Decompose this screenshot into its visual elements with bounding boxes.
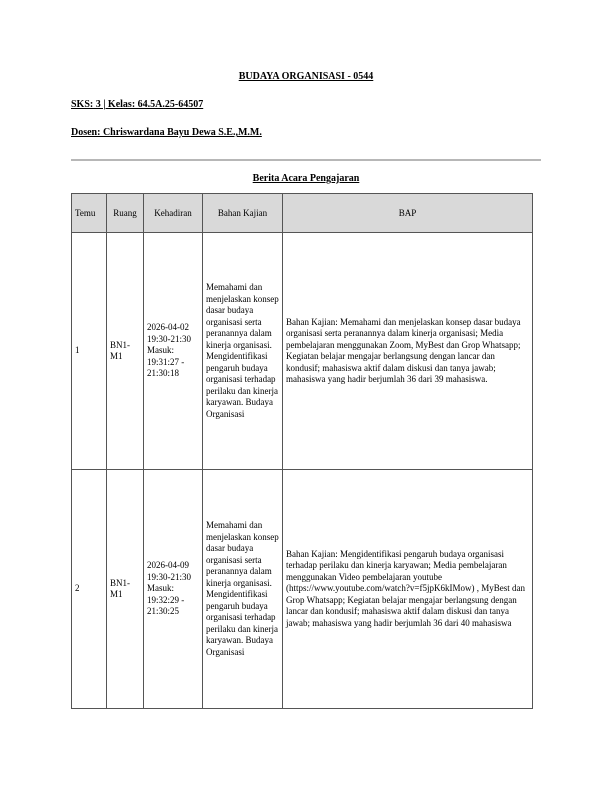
cell-bap: Bahan Kajian: Mengidentifikasi pengaruh budaya organisasi terhadap perilaku dan kinerja karyawan; Media pembelajaran menggunakan Video pembelajaran youtube (https://www.youtube.com/watch?v=f5jpK6kIMow) , MyBest dan Grop Whatsapp; Kegiatan belajar mengajar berlangsung dengan lancar dan kondusif; mahasiswa aktif dalam diskusi dan tanya jawab; mahasiswa yang hadir berjumlah 36 dari 40 mahasiswa <box>283 470 533 709</box>
cell-temu: 1 <box>72 233 107 470</box>
header-kehadiran: Kehadiran <box>144 194 203 233</box>
cell-bap: Bahan Kajian: Memahami dan menjelaskan konsep dasar budaya organisasi serta peranannya dalam kinerja organisasi; Media pembelajaran menggunakan Zoom, MyBest dan Grop Whatsapp; Kegiatan belajar mengajar berlangsung dengan lancar dan kondusif; mahasiswa aktif dalam diskusi dan tanya jawab; mahasiswa yang hadir berjumlah 36 dari 39 mahasiswa. <box>283 233 533 470</box>
header-ruang: Ruang <box>107 194 144 233</box>
cell-ruang: BN1-M1 <box>107 470 144 709</box>
header-bap: BAP <box>283 194 533 233</box>
header-temu: Temu <box>72 194 107 233</box>
section-title: Berita Acara Pengajaran <box>252 173 360 184</box>
divider <box>71 159 541 161</box>
course-title: BUDAYA ORGANISASI - 0544 <box>238 71 374 82</box>
table-row <box>72 470 533 709</box>
cell-temu: 2 <box>72 470 107 709</box>
table-header-row <box>72 194 533 233</box>
sks-kelas-line: SKS: 3 | Kelas: 64.5A.25-64507 <box>71 99 204 110</box>
header-bahan-kajian: Bahan Kajian <box>203 194 283 233</box>
table-row <box>72 233 533 470</box>
cell-kehadiran: 2026-04-02 19:30-21:30 Masuk: 19:31:27 - 21:30:18 <box>144 233 203 470</box>
dosen-line: Dosen: Chriswardana Bayu Dewa S.E.,M.M. <box>71 127 262 138</box>
cell-ruang: BN1-M1 <box>107 233 144 470</box>
cell-bahan-kajian: Memahami dan menjelaskan konsep dasar budaya organisasi serta peranannya dalam kinerja organisasi. Mengidentifikasi pengaruh budaya organisasi terhadap perilaku dan kinerja karyawan. Budaya Organisasi <box>203 470 283 709</box>
bap-table <box>71 193 533 709</box>
cell-kehadiran: 2026-04-09 19:30-21:30 Masuk: 19:32:29 - 21:30:25 <box>144 470 203 709</box>
cell-bahan-kajian: Memahami dan menjelaskan konsep dasar budaya organisasi serta peranannya dalam kinerja organisasi. Mengidentifikasi pengaruh budaya organisasi terhadap perilaku dan kinerja karyawan. Budaya Organisasi <box>203 233 283 470</box>
